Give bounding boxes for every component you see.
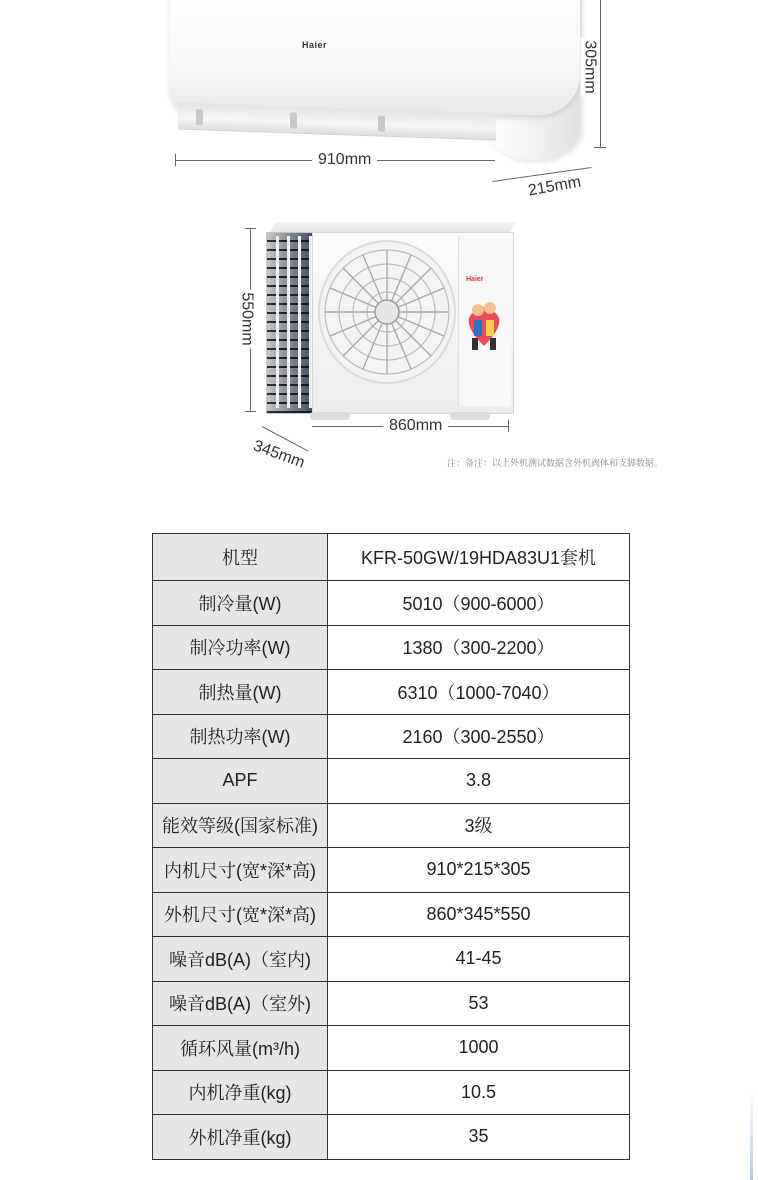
louver-clip [290, 112, 297, 128]
spec-label: 制冷量(W) [153, 581, 328, 626]
spec-label: 制热量(W) [153, 670, 328, 715]
table-row [153, 981, 630, 1026]
spec-value: 910*215*305 [328, 848, 630, 893]
spec-label: 能效等级(国家标准) [153, 803, 328, 848]
spec-table-body [153, 534, 630, 1160]
spec-value: 41-45 [328, 937, 630, 982]
spec-label: 噪音dB(A)（室内) [153, 937, 328, 982]
spec-label: 循环风量(m³/h) [153, 1026, 328, 1071]
spec-value: 2160（300-2550） [328, 714, 630, 759]
table-row [153, 1026, 630, 1071]
spec-label: APF [153, 759, 328, 804]
outdoor-note-caption: 注：备注：以上外机测试数据含外机阀体和支脚数据。 [447, 458, 664, 468]
outdoor-height-label: 550mm [238, 289, 256, 348]
spec-table [152, 533, 630, 1160]
outdoor-width-label: 860mm [383, 417, 448, 435]
spec-label: 内机尺寸(宽*深*高) [153, 848, 328, 893]
spec-value: 53 [328, 981, 630, 1026]
table-row [153, 581, 630, 626]
table-row [153, 759, 630, 804]
table-row [153, 848, 630, 893]
table-row [153, 625, 630, 670]
table-row [153, 1070, 630, 1115]
indoor-width-dimension-tick [175, 154, 176, 166]
indoor-depth-label: 215mm [526, 173, 583, 200]
indoor-height-label: 305mm [581, 37, 599, 96]
spec-value: 35 [328, 1115, 630, 1160]
table-row [153, 714, 630, 759]
table-row [153, 803, 630, 848]
outdoor-height-dimension-tick [245, 411, 256, 412]
mascot-sticker-icon [462, 296, 506, 356]
outdoor-unit-grille [268, 236, 312, 408]
indoor-unit-body [170, 0, 580, 115]
table-row [153, 534, 630, 581]
spec-value: 10.5 [328, 1070, 630, 1115]
spec-label: 制冷功率(W) [153, 625, 328, 670]
spec-label: 外机尺寸(宽*深*高) [153, 892, 328, 937]
spec-label: 制热功率(W) [153, 714, 328, 759]
indoor-brand-logo: Haier [302, 40, 328, 50]
spec-value: 3级 [328, 803, 630, 848]
table-row [153, 670, 630, 715]
spec-value: 1000 [328, 1026, 630, 1071]
spec-value: KFR-50GW/19HDA83U1套机 [328, 534, 630, 581]
outdoor-width-dimension-tick [508, 420, 509, 432]
table-row [153, 892, 630, 937]
indoor-height-dimension-tick [594, 147, 606, 148]
spec-label: 噪音dB(A)（室外) [153, 981, 328, 1026]
outdoor-brand-logo: Haier [466, 276, 484, 283]
spec-label: 外机净重(kg) [153, 1115, 328, 1160]
spec-label: 内机净重(kg) [153, 1070, 328, 1115]
outdoor-depth-label: 345mm [250, 437, 307, 472]
spec-value: 5010（900-6000） [328, 581, 630, 626]
outdoor-fan-icon [318, 240, 456, 384]
table-row [153, 937, 630, 982]
spec-value: 860*345*550 [328, 892, 630, 937]
spec-value: 1380（300-2200） [328, 625, 630, 670]
spec-label: 机型 [153, 534, 328, 581]
spec-value: 3.8 [328, 759, 630, 804]
indoor-height-dimension-line [600, 0, 601, 148]
spec-value: 6310（1000-7040） [328, 670, 630, 715]
indoor-width-label: 910mm [312, 151, 377, 169]
outdoor-height-dimension-tick [245, 228, 256, 229]
edge-decoration [750, 1090, 753, 1180]
louver-clip [196, 109, 203, 125]
table-row [153, 1115, 630, 1160]
louver-clip [378, 115, 385, 131]
